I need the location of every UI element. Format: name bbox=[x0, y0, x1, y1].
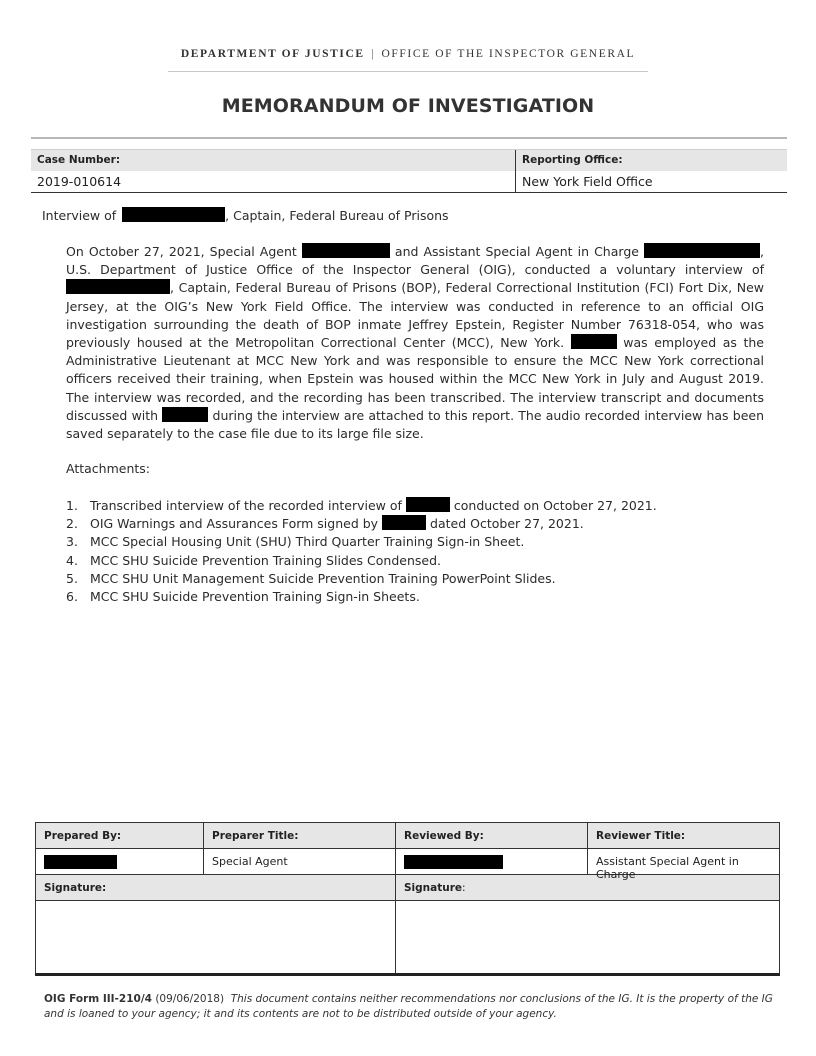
list-item-text: OIG Warnings and Assurances Form signed by bbox=[90, 516, 379, 532]
header-divider bbox=[168, 71, 648, 72]
attachments-heading: Attachments: bbox=[66, 461, 151, 476]
list-item-text: MCC SHU Unit Management Suicide Prevention Training PowerPoint Slides. bbox=[90, 570, 556, 586]
list-item bbox=[66, 552, 657, 570]
list-number: 1. bbox=[66, 498, 78, 513]
case-info-value-row bbox=[31, 171, 787, 193]
redaction-box bbox=[382, 515, 426, 530]
office-name: OFFICE OF THE INSPECTOR GENERAL bbox=[381, 48, 636, 60]
list-item bbox=[66, 570, 657, 588]
signature-value-row bbox=[36, 849, 779, 881]
list-item bbox=[66, 588, 657, 606]
list-item-text: dated October 27, 2021. bbox=[430, 516, 584, 532]
footer-notice: This document contains neither recommendations nor conclusions of the IG. It is the property of the IG and is loaned to your agency; it and its contents are not to be distributed outside of your agency. bbox=[44, 993, 773, 1020]
list-number: 3. bbox=[66, 534, 78, 550]
reviewer-signature-label-text: Signature bbox=[404, 882, 463, 894]
list-item-text: MCC SHU Suicide Prevention Training Sign-in Sheets. bbox=[90, 589, 420, 605]
redaction-box bbox=[406, 497, 450, 512]
case-info-header-row bbox=[31, 149, 787, 171]
case-number-value: 2019-010614 bbox=[31, 171, 516, 192]
redaction-box bbox=[404, 855, 503, 869]
reviewed-by-label: Reviewed By: bbox=[396, 823, 588, 848]
redaction-box bbox=[302, 243, 390, 258]
list-item-text: Transcribed interview of the recorded interview of bbox=[90, 498, 402, 513]
preparer-signature-field[interactable] bbox=[36, 901, 396, 973]
document-title: MEMORANDUM OF INVESTIGATION bbox=[221, 95, 595, 117]
body-text: , U.S. Department of Justice Office of the Inspector General (OIG), conducted a voluntary interview of bbox=[66, 244, 764, 278]
redaction-box bbox=[122, 207, 225, 222]
form-date: (09/06/2018) bbox=[155, 993, 225, 1005]
header-separator: | bbox=[371, 48, 376, 60]
body-text: during the interview are attached to this report. The audio recorded interview has been saved separately to the case file due to its large file size. bbox=[66, 407, 764, 442]
signature-label-row bbox=[36, 875, 779, 901]
reporting-office-label: Reporting Office: bbox=[522, 154, 623, 166]
reviewed-by-value bbox=[396, 849, 588, 874]
form-id: OIG Form III-210/4 bbox=[44, 993, 152, 1005]
list-item bbox=[66, 515, 657, 533]
signature-block bbox=[35, 822, 780, 976]
redaction-box bbox=[644, 243, 760, 258]
list-number: 4. bbox=[66, 552, 78, 568]
signature-field-row bbox=[36, 901, 779, 973]
interview-summary-paragraph bbox=[66, 243, 764, 443]
signature-colon: : bbox=[462, 882, 466, 894]
preparer-title-value: Special Agent bbox=[204, 849, 396, 874]
reviewer-title-value: Assistant Special Agent in Charge bbox=[596, 855, 739, 881]
interview-subject-line bbox=[42, 207, 449, 223]
body-text: was employed as the Administrative Lieutenant at MCC New York and was responsible to ensure the MCC New York correctional officers received their training, when Epstein was housed within the MCC New York in July and August 2019. The interview was recorded, and the recording has been transcribed. The interview transcript and documents discussed with bbox=[66, 335, 764, 423]
list-item-text: MCC SHU Suicide Prevention Training Slides Condensed. bbox=[90, 552, 441, 568]
preparer-signature-label: Signature: bbox=[36, 875, 396, 900]
list-number: 2. bbox=[66, 516, 78, 532]
body-text: and Assistant Special Agent in Charge bbox=[394, 244, 639, 259]
attachments-list bbox=[66, 497, 657, 606]
case-number-label: Case Number: bbox=[31, 150, 516, 171]
case-info-table bbox=[31, 137, 787, 193]
preparer-title-label: Preparer Title: bbox=[204, 823, 396, 848]
prepared-by-label: Prepared By: bbox=[36, 823, 204, 848]
reviewer-signature-field[interactable] bbox=[396, 901, 779, 973]
redaction-box bbox=[44, 855, 117, 869]
redaction-box bbox=[571, 334, 617, 349]
list-item-text: conducted on October 27, 2021. bbox=[453, 498, 657, 513]
list-item-text: MCC Special Housing Unit (SHU) Third Quarter Training Sign-in Sheet. bbox=[90, 534, 525, 550]
list-item bbox=[66, 533, 657, 551]
list-number: 6. bbox=[66, 589, 78, 605]
reviewer-signature-label bbox=[396, 875, 779, 900]
redaction-box bbox=[162, 407, 208, 422]
reporting-office-value: New York Field Office bbox=[522, 174, 653, 189]
redaction-box bbox=[66, 279, 170, 294]
list-number: 5. bbox=[66, 570, 78, 586]
prepared-by-value bbox=[36, 849, 204, 874]
department-name: DEPARTMENT OF JUSTICE bbox=[180, 48, 365, 60]
page-header bbox=[0, 48, 816, 60]
signature-header-row bbox=[36, 823, 779, 849]
body-text: On October 27, 2021, Special Agent bbox=[66, 244, 297, 259]
list-item bbox=[66, 497, 657, 515]
body-text: , Captain, Federal Bureau of Prisons (BOP), Federal Correctional Institution (FCI) Fort Dix, New Jersey, at the OIG’s New York Field Office. The interview was conducted in reference to an official OIG investigation surrounding the death of BOP inmate Jeffrey Epstein, Register Number 76318-054, who was previously housed at the Metropolitan Correctional Center (MCC), New York. bbox=[66, 280, 764, 351]
subject-suffix: , Captain, Federal Bureau of Prisons bbox=[225, 208, 449, 223]
subject-prefix: Interview of bbox=[42, 208, 117, 223]
page-footer bbox=[44, 992, 779, 1022]
title-divider bbox=[31, 137, 787, 139]
reviewer-title-label: Reviewer Title: bbox=[596, 830, 686, 842]
